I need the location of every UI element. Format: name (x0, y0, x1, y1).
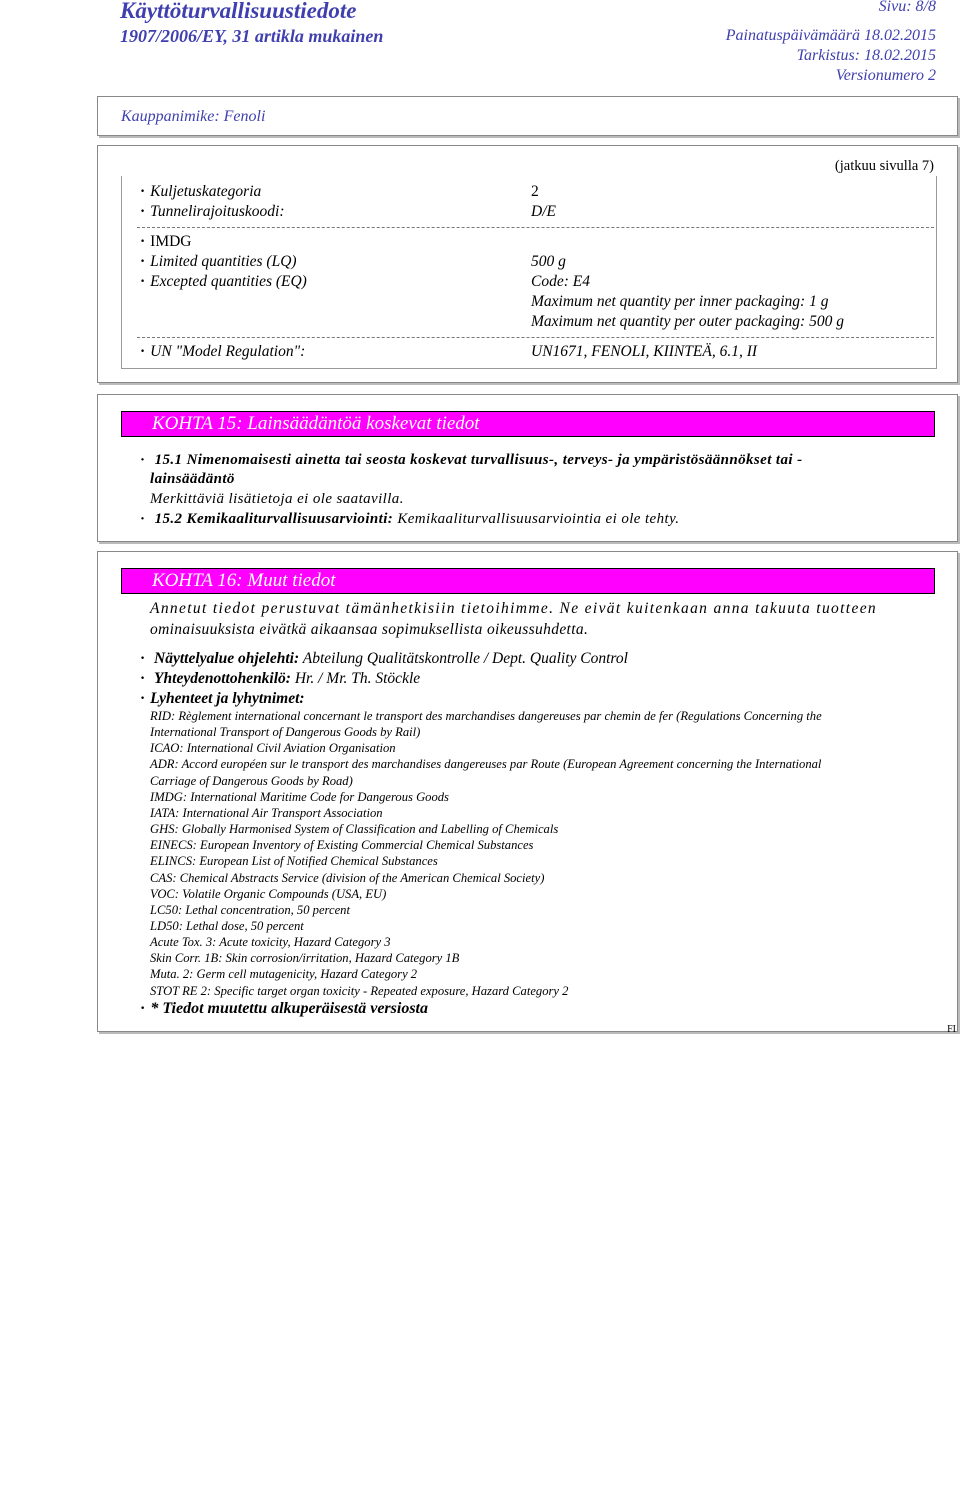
version-number: Versionumero 2 (835, 67, 936, 84)
abbreviation-line: Skin Corr. 1B: Skin corrosion/irritation, Hazard Category 1B (150, 951, 460, 966)
abbreviation-line: STOT RE 2: Specific target organ toxicity - Repeated exposure, Hazard Category 2 (150, 983, 569, 998)
section-16-intro-2: ominaisuuksista eivätkä aikaansaa sopimuksellista oikeussuhdetta. (150, 621, 589, 638)
page-number: Sivu: 8/8 (878, 0, 936, 15)
section-15-1: · 15.1 Nimenomaisesti ainetta tai seosta koskevat turvallisuus-, terveys- ja ympäristösäännökset tai - (140, 452, 803, 469)
abbreviation-line: LC50: Lethal concentration, 50 percent (150, 902, 350, 917)
transport-category-value: 2 (531, 183, 539, 200)
tunnel-code-label: · Tunnelirajoituskoodi: (140, 203, 285, 221)
abbreviation-line: ADR: Accord européen sur le transport des marchandises dangereuses par Route (European Agreement concerning the International (150, 757, 822, 772)
product-name-box (97, 96, 958, 136)
abbreviation-line: ICAO: International Civil Aviation Organisation (150, 741, 396, 756)
document-subtitle: 1907/2006/EY, 31 artikla mukainen (120, 26, 384, 46)
eq-label: · Excepted quantities (EQ) (140, 273, 307, 291)
language-code: FI (947, 1024, 956, 1035)
abbreviation-line: RID: Règlement international concernant le transport des marchandises dangereuses par chemin de fer (Regulations Concerning the (150, 709, 822, 723)
section-16-header: KOHTA 16: Muut tiedot (121, 568, 935, 594)
section-15-2: · 15.2 Kemikaaliturvallisuusarviointi: Kemikaaliturvallisuusarviointia ei ole tehty. (140, 511, 679, 528)
tunnel-code-value: D/E (531, 203, 556, 220)
dept-line: · Näyttelyalue ohjelehti: Abteilung Qualitätskontrolle / Dept. Quality Control (140, 650, 628, 668)
abbreviation-line: Muta. 2: Germ cell mutagenicity, Hazard Category 2 (150, 967, 418, 982)
eq-outer: Maximum net quantity per outer packaging: 500 g (531, 313, 844, 330)
eq-inner: Maximum net quantity per inner packaging: 1 g (531, 293, 829, 310)
abbreviation-line: ELINCS: European List of Notified Chemical Substances (150, 854, 438, 869)
divider (137, 337, 934, 338)
section-15-1-cont: lainsäädäntö (150, 471, 235, 487)
document-title: Käyttöturvallisuustiedote (120, 0, 357, 23)
abbreviation-line: Acute Tox. 3: Acute toxicity, Hazard Category 3 (150, 935, 391, 950)
lq-label: · Limited quantities (LQ) (140, 253, 297, 271)
abbreviation-line: GHS: Globally Harmonised System of Classification and Labelling of Chemicals (150, 822, 559, 837)
abbreviations-heading: · Lyhenteet ja lyhytnimet: (140, 690, 305, 708)
abbreviation-line: LD50: Lethal dose, 50 percent (150, 918, 304, 933)
revision-date: Tarkistus: 18.02.2015 (796, 47, 936, 64)
imdg-heading: · IMDG (140, 233, 192, 251)
abbreviation-line: International Transport of Dangerous Goods by Rail) (150, 725, 421, 740)
contact-line: · Yhteydenottohenkilö: Hr. / Mr. Th. Stöckle (140, 670, 420, 688)
abbreviation-line: IATA: International Air Transport Association (150, 805, 383, 820)
abbreviation-line: CAS: Chemical Abstracts Service (division of the American Chemical Society) (150, 870, 545, 885)
abbreviation-line: VOC: Volatile Organic Compounds (USA, EU) (150, 886, 387, 901)
continued-note: (jatkuu sivulla 7) (834, 158, 934, 174)
eq-value: Code: E4 (531, 273, 590, 290)
print-date: Painatuspäivämäärä 18.02.2015 (725, 27, 936, 44)
changed-note: · * Tiedot muutettu alkuperäisestä versiosta (140, 1000, 428, 1018)
un-model-value: UN1671, FENOLI, KIINTEÄ, 6.1, II (531, 343, 758, 360)
abbreviation-line: EINECS: European Inventory of Existing Commercial Chemical Substances (150, 838, 534, 853)
transport-category-label: · Kuljetuskategoria (140, 183, 261, 201)
lq-value: 500 g (531, 253, 566, 270)
un-model-label: · UN "Model Regulation": (140, 343, 305, 361)
product-name: Kauppanimike: Fenoli (121, 108, 266, 125)
section-16-intro-1: Annetut tiedot perustuvat tämänhetkisiin tietoihimme. Ne eivät kuitenkaan anna takuuta tuotteen (150, 600, 878, 617)
divider (137, 227, 934, 228)
section-15-header: KOHTA 15: Lainsäädäntöä koskevat tiedot (121, 411, 935, 437)
abbreviation-line: IMDG: International Maritime Code for Dangerous Goods (150, 789, 449, 804)
abbreviation-line: Carriage of Dangerous Goods by Road) (150, 773, 353, 788)
section-15-1-note: Merkittäviä lisätietoja ei ole saatavilla. (150, 491, 404, 507)
